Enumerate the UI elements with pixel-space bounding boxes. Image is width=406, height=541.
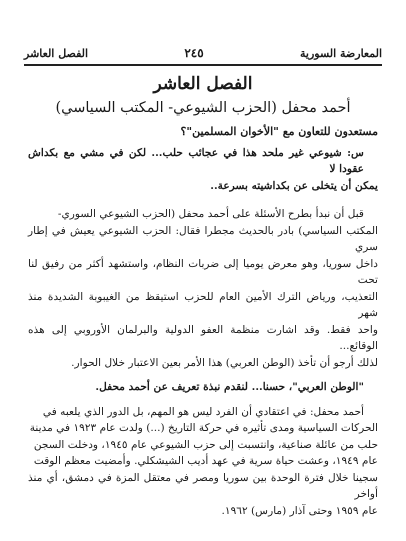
chapter-subtitle: أحمد محفل (الحزب الشيوعي- المكتب السياسي) [55, 100, 351, 116]
paragraph-gap [28, 371, 378, 379]
body-text [28, 124, 378, 519]
question-1-line-1: س: شيوعي غير ملحد هذا في عجائب حلب... لكن في مشي مع بكداش عقودا لا [28, 146, 364, 175]
answer-2-line-4: عام ١٩٤٩، وعشت حياة سرية في عهد أديب الشيشكلي. وأمضيت معظم الوقت [33, 455, 378, 467]
answer-1-line-6: لذلك أرجو أن تأخذ (الوطن العربي) هذا الأمر بعين الاعتبار خلال الحوار. [71, 356, 378, 369]
answer-2-line-3: حلب من عائلة صناعية، وانتسبت إلى حزب الشيوعي عام ١٩٤٥، ودخلت السجن [33, 438, 378, 451]
running-head [24, 40, 382, 60]
running-head-chapter: الفصل العاشر [24, 47, 89, 60]
answer-1-line-4: التعذيب، ورياض الترك الأمين العام للحزب استيقظ من الغيبوبة الشديدة منذ شهر [28, 290, 378, 319]
question-1-line-2: يمكن أن يتخلى عن بكداشيته بسرعة.. [210, 179, 378, 192]
answer-1-line-1: قبل أن نبدأ بطرح الأسئلة على أحمد محفل (الحزب الشيوعي السوري- [57, 208, 364, 220]
answer-2-line-1: أحمد محفل: في اعتقادي أن الفرد ليس هو المهم، بل الدور الذي يلعبه في [42, 405, 364, 418]
answer-2-line-5: سجينا خلال فترة الوحدة بين سوريا ومصر في معتقل المزة في دمشق، أي منذ أواخر [28, 471, 378, 500]
running-head-book-title: المعارضة السورية [300, 47, 382, 60]
paragraph-gap [28, 194, 378, 206]
page-number: ٢٤٥ [184, 46, 204, 60]
header-rule [24, 64, 382, 66]
question-2: "الوطن العربي"، حسنا... لنقدم نبذة تعريف عن أحمد محفل. [95, 381, 364, 393]
paragraph-gap [28, 396, 378, 404]
answer-1-line-5: واحد فقط. وقد اشارت منظمة العفو الدولية والبرلمان الأوروبي إلى هذه الوقائع... [28, 323, 378, 352]
answer-2-line-6: عام ١٩٥٩ وحتى آذار (مارس) ١٩٦٢. [221, 504, 378, 517]
answer-1-line-3: داخل سوريا، وهو معرض يوميا إلى ضربات النظام، واستشهد أكثر من رفيق لنا تحت [28, 257, 378, 286]
answer-2-line-2: الحركات السياسية ومدى تأثيره في حركة التاريخ (...) ولدت عام ١٩٢٣ في مدينة [29, 422, 378, 434]
answer-1-line-2: المكتب السياسي) بادر بالحديث مجطرا فقال: الحزب الشيوعي يعيش في إطار سري [28, 224, 378, 253]
chapter-title: الفصل العاشر [153, 74, 253, 94]
intro-heading: مستعدون للتعاون مع "الأخوان المسلمين"؟ [180, 125, 378, 138]
